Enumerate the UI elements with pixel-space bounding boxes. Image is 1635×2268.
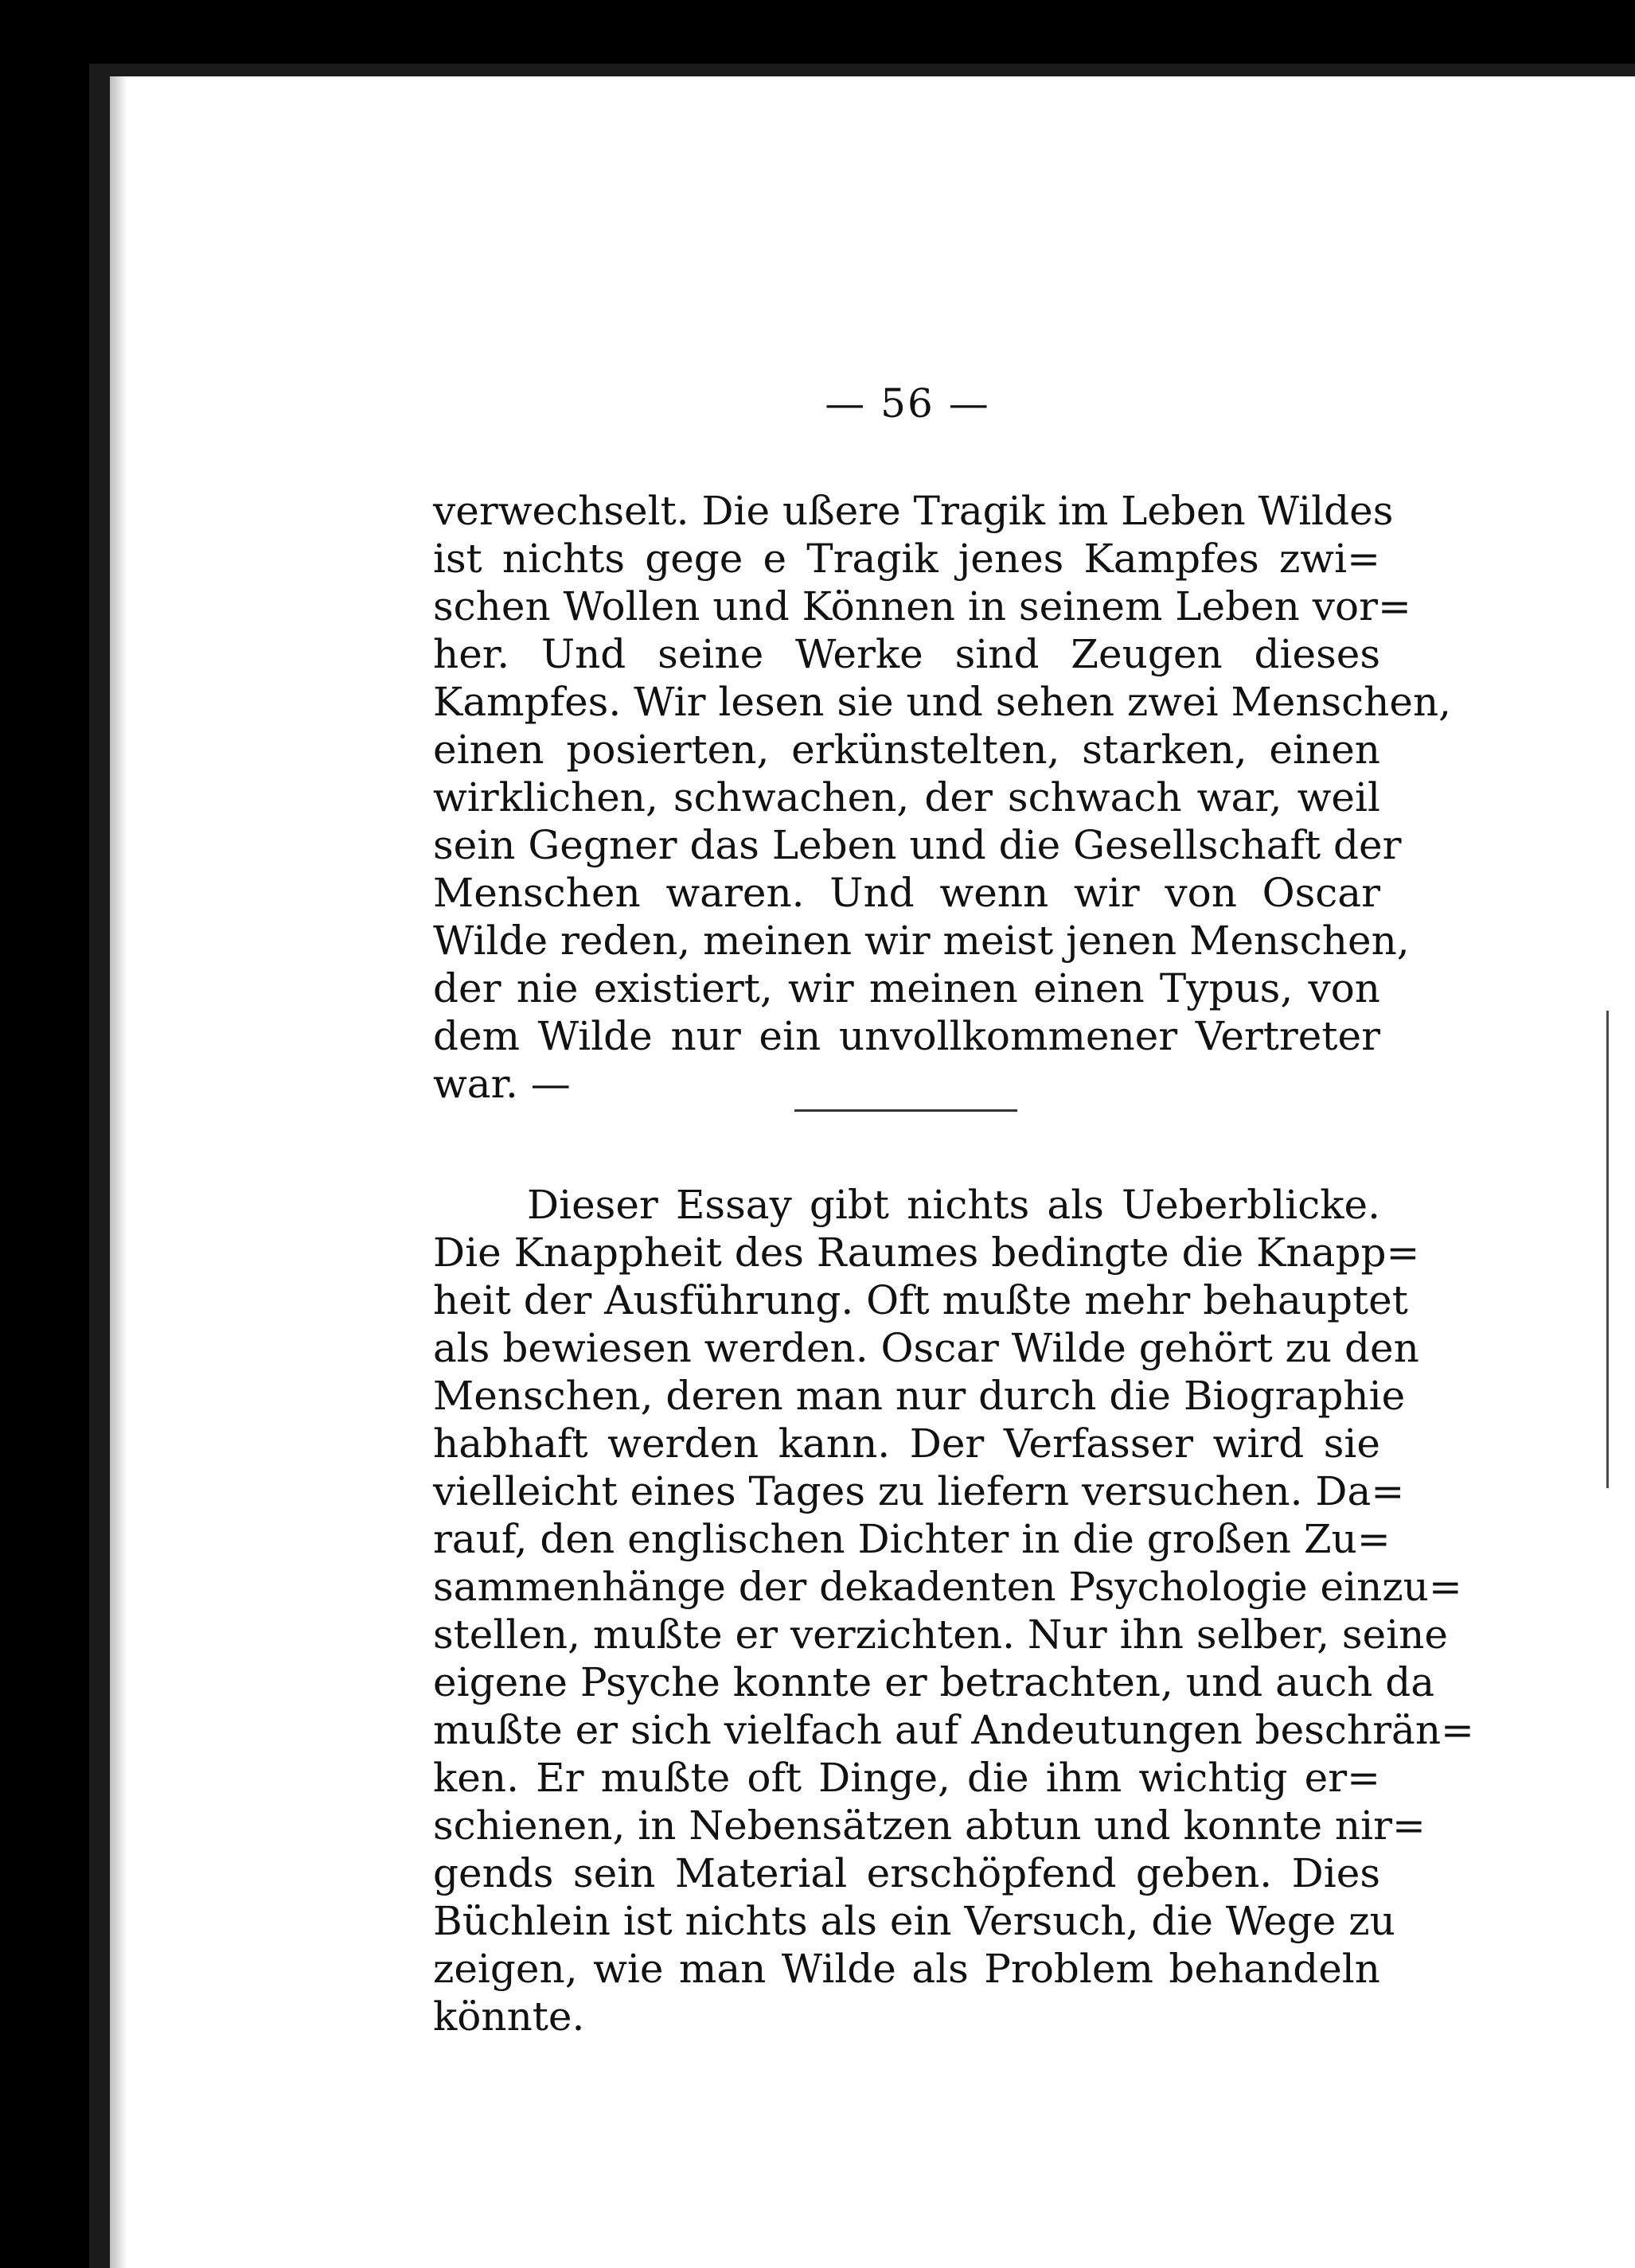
text-line: dem Wilde nur ein unvollkommener Vertreter — [433, 1013, 1380, 1059]
section-divider — [794, 1109, 1017, 1112]
text-line: zeigen, wie man Wilde als Problem behandeln — [433, 1946, 1380, 1992]
text-line: mußte er sich vielfach auf Andeutungen beschrän= — [433, 1707, 1474, 1753]
text-line: Menschen, deren man nur durch die Biographie — [433, 1373, 1406, 1419]
text-line: verwechselt. Die ußere Tragik im Leben Wildes — [433, 488, 1394, 534]
text-line: war. — — [433, 1061, 571, 1107]
text-line: sein Gegner das Leben und die Gesellschaft der — [433, 822, 1402, 868]
text-line: rauf, den englischen Dichter in die großen Zu= — [433, 1516, 1391, 1562]
text-line: schienen, in Nebensätzen abtun und konnte nir= — [433, 1802, 1426, 1849]
text-line: habhaft werden kann. Der Verfasser wird sie — [433, 1420, 1380, 1467]
text-line: schen Wollen und Können in seinem Leben vor= — [433, 583, 1411, 629]
text-line: sammenhänge der dekadenten Psychologie einzu= — [433, 1564, 1462, 1610]
text-line: als bewiesen werden. Oscar Wilde gehört zu den — [433, 1325, 1419, 1371]
text-line: Büchlein ist nichts als ein Versuch, die Wege zu — [433, 1898, 1395, 1944]
text-line: her. Und seine Werke sind Zeugen dieses — [433, 631, 1380, 677]
text-line: ist nichts gege e Tragik jenes Kampfes zwi= — [433, 536, 1380, 582]
text-line: Die Knappheit des Raumes bedingte die Knapp= — [433, 1229, 1420, 1276]
text-line: wirklichen, schwachen, der schwach war, weil — [433, 774, 1380, 820]
text-line: eigene Psyche konnte er betrachten, und auch da — [433, 1659, 1435, 1705]
text-line: heit der Ausführung. Oft mußte mehr behauptet — [433, 1277, 1408, 1323]
text-line: Kampfes. Wir lesen sie und sehen zwei Menschen, — [433, 679, 1452, 725]
margin-mark — [1606, 1011, 1609, 1488]
text-line: Wilde reden, meinen wir meist jenen Menschen, — [433, 918, 1410, 964]
text-line: ken. Er mußte oft Dinge, die ihm wichtig er= — [433, 1755, 1380, 1801]
text-line: vielleicht eines Tages zu liefern versuchen. Da= — [433, 1468, 1405, 1514]
text-line: gends sein Material erschöpfend geben. Dies — [433, 1850, 1380, 1896]
text-line: einen posierten, erkünstelten, starken, einen — [433, 727, 1380, 773]
text-line: der nie existiert, wir meinen einen Typus, von — [433, 965, 1380, 1011]
paragraph-2 — [433, 1181, 1474, 2040]
text-line: Dieser Essay gibt nichts als Ueberblicke. — [527, 1182, 1380, 1228]
paragraph-1 — [433, 487, 1452, 1108]
text-line: könnte. — [433, 1993, 585, 2040]
text-line: Menschen waren. Und wenn wir von Oscar — [433, 870, 1380, 916]
page-number: — 56 — — [825, 380, 990, 427]
text-line: stellen, mußte er verzichten. Nur ihn selber, seine — [433, 1611, 1448, 1658]
